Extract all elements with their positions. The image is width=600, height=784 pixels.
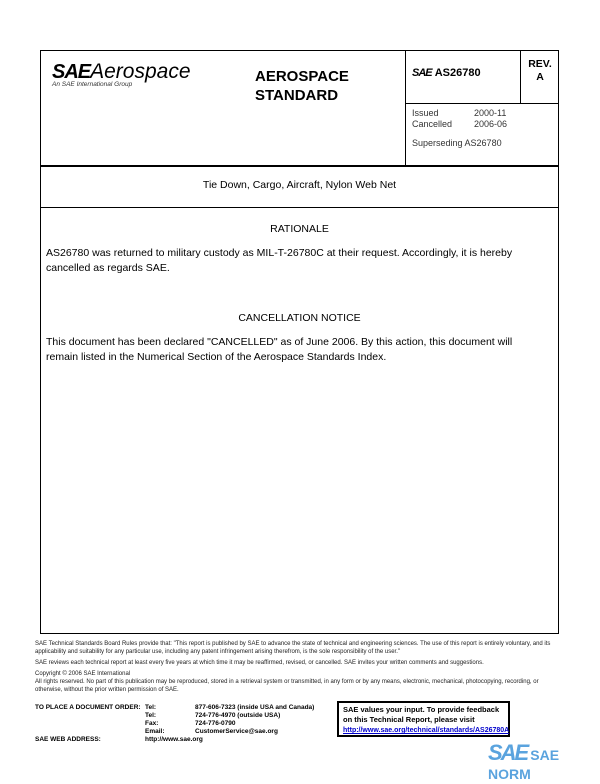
contact-row	[145, 720, 314, 728]
feedback-box	[337, 701, 510, 737]
copyright: Copyright © 2006 SAE International	[35, 671, 131, 677]
feedback-line2: on this Technical Report, please visit	[343, 715, 475, 724]
watermark-text: SAE NORM	[488, 747, 560, 782]
cancelled-value: 2006-06	[474, 119, 508, 129]
superseding: Superseding AS26780	[412, 138, 502, 148]
contact-label: Email:	[145, 728, 165, 735]
rights-text: All rights reserved. No part of this publication may be reproduced, stored in a retrieval system or transmitted, in any form or by any means, electronic, mechanical, photocopying, recording, or otherwise, without the prior written permission of SAE.	[35, 679, 539, 693]
sae-aerospace-logo	[52, 60, 191, 88]
contact-value: 877-606-7323 (inside USA and Canada)	[195, 704, 315, 711]
rationale-heading: RATIONALE	[270, 223, 329, 235]
doc-type-line2: STANDARD	[255, 87, 339, 104]
contact-value: CustomerService@sae.org	[195, 728, 278, 735]
rev-label: REV.	[528, 58, 552, 70]
contact-value: 724-776-0790	[195, 720, 236, 727]
issued-value: 2000-11	[474, 108, 507, 118]
web-label: SAE WEB ADDRESS:	[35, 736, 101, 743]
document-title: Tie Down, Cargo, Aircraft, Nylon Web Net	[202, 179, 397, 191]
cancelled-label: Cancelled	[412, 119, 453, 129]
contact-label: Tel:	[145, 704, 157, 711]
logo-aerospace: Aerospace	[90, 60, 191, 83]
order-label: TO PLACE A DOCUMENT ORDER:	[35, 704, 141, 711]
doc-type	[255, 67, 349, 105]
revision	[520, 58, 560, 84]
contacts	[145, 704, 314, 744]
feedback-line1: SAE values your input. To provide feedback	[343, 705, 500, 714]
contact-value: 724-776-4970 (outside USA)	[195, 712, 281, 719]
contact-label: Tel:	[145, 712, 157, 719]
rationale-text: AS26780 was returned to military custody as MIL-T-26780C at their request. Accordingly, it is hereby cancelled as regards SAE.	[46, 247, 513, 274]
doc-type-line1: AEROSPACE	[255, 68, 349, 85]
review-text: SAE reviews each technical report at least every five years at which time it may be reaffirmed, revised, or cancelled. SAE invites your written comments and suggestions.	[35, 660, 484, 666]
footer-legal	[35, 640, 565, 694]
logo-sae: SAE	[52, 61, 91, 83]
contact-label: Fax:	[145, 720, 159, 727]
cancellation-heading: CANCELLATION NOTICE	[238, 312, 361, 324]
sae-small-logo: SAE	[412, 67, 432, 79]
rules-text: SAE Technical Standards Board Rules provide that: "This report is published by SAE to advance the state of technical and engineering sciences. The use of this report is entirely voluntary, and its applicability and suitability for any particular use, including any patent infringement arising therefrom, is the sole responsibility of the user."	[35, 641, 551, 655]
dates	[412, 108, 507, 149]
issued-label: Issued	[412, 108, 439, 118]
contact-row	[145, 728, 314, 736]
sae-norm-watermark: SAE SAE NORM	[488, 740, 560, 782]
order-section	[35, 704, 141, 744]
contact-row	[145, 704, 314, 712]
contact-row	[145, 712, 314, 720]
doc-number-block	[412, 67, 481, 79]
web-address[interactable]: http://www.sae.org	[145, 736, 203, 743]
rev-value: A	[536, 71, 544, 83]
feedback-link[interactable]: http://www.sae.org/technical/standards/AS26780A	[343, 727, 510, 734]
cancellation-text: This document has been declared "CANCELLED" as of June 2006. By this action, this document will remain listed in the Numerical Section of the Aerospace Standards Index.	[46, 336, 513, 363]
logo-tagline: An SAE International Group	[52, 81, 133, 88]
doc-number: AS26780	[434, 67, 481, 79]
